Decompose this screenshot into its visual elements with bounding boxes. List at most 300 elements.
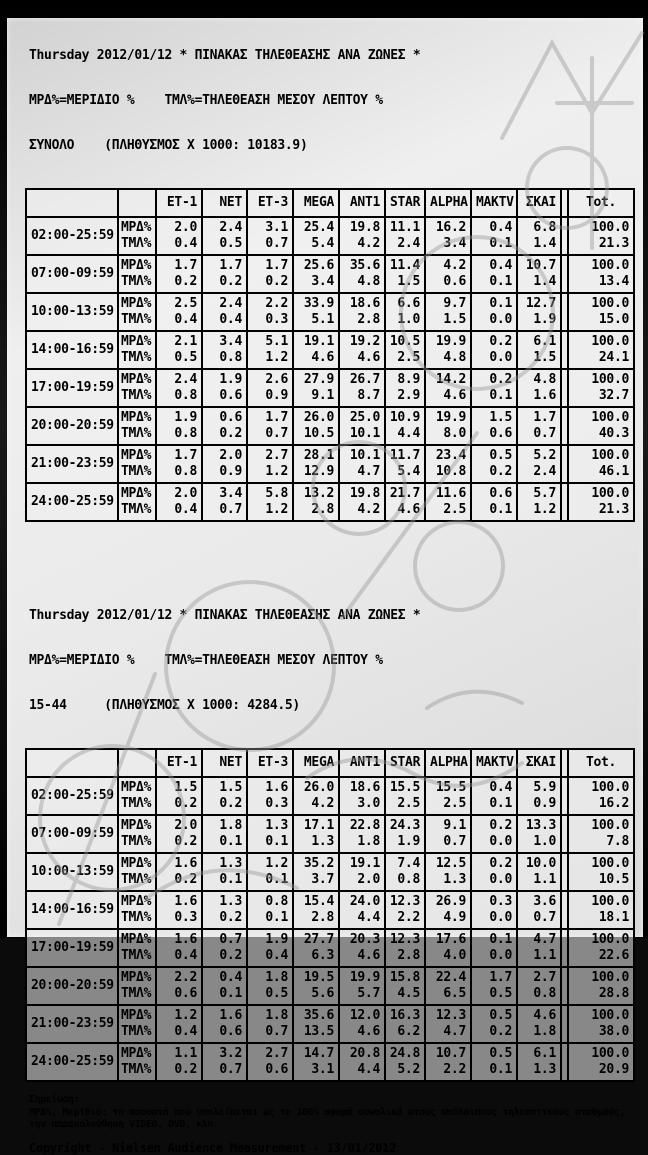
value-cell xyxy=(385,815,425,853)
tml-value: 0.0 xyxy=(489,872,512,887)
value-cell xyxy=(156,853,202,891)
table-row xyxy=(26,1005,634,1043)
divider-gap-cell xyxy=(561,445,568,483)
value-cell xyxy=(471,777,517,815)
mrd-value: 100.0 xyxy=(591,486,629,501)
mrd-value: 0.3 xyxy=(489,894,512,909)
tml-value: 0.2 xyxy=(174,796,197,811)
value-cell xyxy=(156,217,202,255)
divider-gap-cell xyxy=(561,483,568,521)
mrd-value: 15.5 xyxy=(435,780,466,795)
value-cell xyxy=(385,331,425,369)
tml-value: 3.4 xyxy=(443,236,466,251)
mrd-value: 1.9 xyxy=(174,410,197,425)
total-cell xyxy=(568,255,634,293)
metric-label: ΜΡΔ% xyxy=(121,448,152,463)
tml-value: 18.1 xyxy=(598,910,629,925)
tml-value: 4.4 xyxy=(357,910,380,925)
value-cell xyxy=(247,815,293,853)
metric-label: ΜΡΔ% xyxy=(121,334,152,349)
mrd-value: 14.2 xyxy=(435,372,466,387)
value-cell xyxy=(202,853,247,891)
tml-value: 2.4 xyxy=(533,464,556,479)
zone-cell: 20:00-20:59 xyxy=(26,967,118,1005)
tml-value: 0.4 xyxy=(174,948,197,963)
value-cell xyxy=(425,1005,471,1043)
value-cell xyxy=(156,815,202,853)
mrd-value: 25.4 xyxy=(303,220,334,235)
tml-value: 0.9 xyxy=(219,464,242,479)
divider-gap-cell xyxy=(561,853,568,891)
header-row xyxy=(26,189,634,217)
value-cell xyxy=(247,445,293,483)
copyright-line: Copyright - Nielsen Audience Measurement - 13/01/2012 xyxy=(29,1140,397,1155)
value-cell xyxy=(156,369,202,407)
tml-value: 1.4 xyxy=(533,236,556,251)
value-cell xyxy=(156,445,202,483)
tml-value: 0.0 xyxy=(489,312,512,327)
channel-header-cell: MAKTV xyxy=(471,189,517,217)
tml-value: 1.6 xyxy=(533,388,556,403)
table-row xyxy=(26,929,634,967)
report-section-total xyxy=(7,18,643,522)
mrd-value: 5.8 xyxy=(265,486,288,501)
channel-header-cell: NET xyxy=(202,189,247,217)
tml-value: 1.5 xyxy=(397,274,420,289)
mrd-value: 24.3 xyxy=(389,818,420,833)
tml-value: 5.2 xyxy=(397,1062,420,1077)
value-cell xyxy=(156,967,202,1005)
tml-value: 2.8 xyxy=(357,312,380,327)
divider-gap-cell xyxy=(561,749,568,777)
tml-value: 0.1 xyxy=(489,502,512,517)
table-row xyxy=(26,407,634,445)
tml-value: 0.0 xyxy=(489,350,512,365)
value-cell xyxy=(471,255,517,293)
value-cell xyxy=(247,853,293,891)
report-page xyxy=(7,18,643,1155)
zone-cell: 10:00-13:59 xyxy=(26,853,118,891)
mrd-value: 100.0 xyxy=(591,296,629,311)
total-cell xyxy=(568,217,634,255)
mrd-value: 1.6 xyxy=(265,780,288,795)
value-cell xyxy=(247,1043,293,1081)
value-cell xyxy=(385,967,425,1005)
mrd-value: 100.0 xyxy=(591,780,629,795)
tml-value: 0.4 xyxy=(265,948,288,963)
value-cell xyxy=(425,853,471,891)
mrd-value: 0.8 xyxy=(265,894,288,909)
mrd-value: 3.4 xyxy=(219,486,242,501)
tml-value: 4.8 xyxy=(443,350,466,365)
channel-header-cell: ET-3 xyxy=(247,749,293,777)
mrd-value: 6.6 xyxy=(397,296,420,311)
metric-label-cell xyxy=(118,929,156,967)
total-cell xyxy=(568,929,634,967)
mrd-value: 100.0 xyxy=(591,1008,629,1023)
tml-value: 24.1 xyxy=(598,350,629,365)
mrd-value: 2.5 xyxy=(174,296,197,311)
tml-value: 0.3 xyxy=(174,910,197,925)
mrd-value: 1.7 xyxy=(174,448,197,463)
value-cell xyxy=(517,331,561,369)
divider-gap-cell xyxy=(561,891,568,929)
tml-value: 0.7 xyxy=(533,910,556,925)
mrd-value: 11.6 xyxy=(435,486,466,501)
mrd-value: 5.7 xyxy=(533,486,556,501)
table-row xyxy=(26,255,634,293)
total-cell xyxy=(568,331,634,369)
metric-label-cell xyxy=(118,331,156,369)
value-cell xyxy=(425,815,471,853)
value-cell xyxy=(425,293,471,331)
tml-value: 32.7 xyxy=(598,388,629,403)
report-title: Thursday 2012/01/12 * ΠΙΝΑΚΑΣ ΤΗΛΕΘΕΑΣΗΣ ΑΝΑ ΖΩΝΕΣ * xyxy=(29,608,421,623)
tml-value: 1.9 xyxy=(533,312,556,327)
mrd-value: 3.6 xyxy=(533,894,556,909)
mrd-value: 100.0 xyxy=(591,410,629,425)
tml-value: 0.1 xyxy=(219,872,242,887)
metric-label-cell xyxy=(118,293,156,331)
mrd-value: 100.0 xyxy=(591,448,629,463)
metric-label: ΤΜΛ% xyxy=(121,872,152,887)
value-cell xyxy=(339,777,385,815)
zone-cell: 07:00-09:59 xyxy=(26,815,118,853)
tml-value: 40.3 xyxy=(598,426,629,441)
metric-label-cell xyxy=(118,369,156,407)
mrd-value: 19.8 xyxy=(349,220,380,235)
value-cell xyxy=(471,407,517,445)
value-cell xyxy=(517,483,561,521)
tml-value: 0.3 xyxy=(265,312,288,327)
mrd-value: 1.6 xyxy=(174,856,197,871)
tml-value: 0.2 xyxy=(219,274,242,289)
mrd-value: 21.7 xyxy=(389,486,420,501)
report-legend: ΜΡΔ%=ΜΕΡΙΔΙΟ % ΤΜΛ%=ΤΗΛΕΘΕΑΣΗ ΜΕΣΟΥ ΛΕΠΤΟΥ % xyxy=(29,93,383,108)
total-cell xyxy=(568,891,634,929)
zone-cell: 14:00-16:59 xyxy=(26,331,118,369)
metric-label: ΜΡΔ% xyxy=(121,932,152,947)
tml-value: 4.9 xyxy=(443,910,466,925)
mrd-value: 1.7 xyxy=(265,258,288,273)
mrd-value: 22.4 xyxy=(435,970,466,985)
mrd-value: 11.4 xyxy=(389,258,420,273)
tml-value: 0.8 xyxy=(533,986,556,1001)
channel-header-cell: ALPHA xyxy=(425,749,471,777)
value-cell xyxy=(339,293,385,331)
value-cell xyxy=(202,293,247,331)
value-cell xyxy=(385,255,425,293)
metric-label: ΤΜΛ% xyxy=(121,834,152,849)
value-cell xyxy=(385,293,425,331)
tml-value: 0.6 xyxy=(219,1024,242,1039)
value-cell xyxy=(471,967,517,1005)
value-cell xyxy=(425,1043,471,1081)
report-section-15-44 xyxy=(7,578,643,1082)
metric-label: ΤΜΛ% xyxy=(121,986,152,1001)
tml-value: 0.3 xyxy=(265,796,288,811)
value-cell xyxy=(202,815,247,853)
tml-value: 1.5 xyxy=(443,312,466,327)
value-cell xyxy=(202,369,247,407)
footnote xyxy=(29,1094,643,1154)
metric-label: ΜΡΔ% xyxy=(121,486,152,501)
tml-value: 8.0 xyxy=(443,426,466,441)
table-row xyxy=(26,445,634,483)
value-cell xyxy=(156,483,202,521)
mrd-value: 1.3 xyxy=(265,818,288,833)
mrd-value: 12.3 xyxy=(435,1008,466,1023)
zone-cell: 02:00-25:59 xyxy=(26,777,118,815)
value-cell xyxy=(156,929,202,967)
value-cell xyxy=(385,369,425,407)
note-line: την παρακολούθηση VIDEO, DVD, κλπ. xyxy=(29,1119,219,1130)
value-cell xyxy=(339,1005,385,1043)
tml-value: 0.4 xyxy=(174,1024,197,1039)
metric-label: ΜΡΔ% xyxy=(121,818,152,833)
metric-label: ΤΜΛ% xyxy=(121,274,152,289)
tml-value: 10.5 xyxy=(598,872,629,887)
mrd-value: 100.0 xyxy=(591,1046,629,1061)
metric-label-cell xyxy=(118,483,156,521)
mrd-value: 28.1 xyxy=(303,448,334,463)
channel-header-cell: MEGA xyxy=(293,189,339,217)
divider-gap-cell xyxy=(561,929,568,967)
tml-value: 46.1 xyxy=(598,464,629,479)
tml-value: 0.0 xyxy=(489,910,512,925)
value-cell xyxy=(202,483,247,521)
mrd-value: 1.7 xyxy=(174,258,197,273)
tml-value: 2.4 xyxy=(397,236,420,251)
channel-header-cell: STAR xyxy=(385,189,425,217)
report-header-total xyxy=(29,18,643,183)
metric-label-cell xyxy=(118,891,156,929)
tml-value: 0.4 xyxy=(174,312,197,327)
value-cell xyxy=(471,891,517,929)
value-cell xyxy=(425,967,471,1005)
tml-value: 0.1 xyxy=(265,910,288,925)
value-cell xyxy=(247,217,293,255)
value-cell xyxy=(202,407,247,445)
mrd-value: 4.6 xyxy=(533,1008,556,1023)
tml-value: 2.8 xyxy=(311,502,334,517)
mrd-value: 2.4 xyxy=(174,372,197,387)
tml-value: 4.7 xyxy=(357,464,380,479)
tml-value: 0.0 xyxy=(489,948,512,963)
tml-value: 15.0 xyxy=(598,312,629,327)
mrd-value: 0.1 xyxy=(489,932,512,947)
metric-label: ΤΜΛ% xyxy=(121,1062,152,1077)
tml-value: 5.6 xyxy=(311,986,334,1001)
mrd-value: 2.7 xyxy=(533,970,556,985)
tml-value: 28.8 xyxy=(598,986,629,1001)
tml-value: 0.4 xyxy=(174,236,197,251)
tml-value: 1.8 xyxy=(533,1024,556,1039)
mrd-value: 10.7 xyxy=(525,258,556,273)
value-cell xyxy=(517,929,561,967)
zone-cell: 14:00-16:59 xyxy=(26,891,118,929)
channel-header-cell: ALPHA xyxy=(425,189,471,217)
mrd-value: 0.2 xyxy=(489,818,512,833)
tml-value: 4.6 xyxy=(443,388,466,403)
mrd-value: 2.0 xyxy=(174,486,197,501)
value-cell xyxy=(471,293,517,331)
value-cell xyxy=(385,217,425,255)
value-cell xyxy=(385,483,425,521)
mrd-value: 1.7 xyxy=(533,410,556,425)
value-cell xyxy=(156,891,202,929)
value-cell xyxy=(471,369,517,407)
mrd-value: 1.9 xyxy=(265,932,288,947)
value-cell xyxy=(202,1005,247,1043)
mrd-value: 1.7 xyxy=(489,970,512,985)
metric-label: ΤΜΛ% xyxy=(121,426,152,441)
mrd-value: 2.0 xyxy=(174,818,197,833)
mrd-value: 12.7 xyxy=(525,296,556,311)
mrd-value: 22.8 xyxy=(349,818,380,833)
tml-value: 0.6 xyxy=(443,274,466,289)
mrd-value: 15.4 xyxy=(303,894,334,909)
tml-value: 2.5 xyxy=(397,796,420,811)
total-cell xyxy=(568,853,634,891)
mrd-value: 0.2 xyxy=(489,856,512,871)
channel-header-cell: ΣΚΑΙ xyxy=(517,749,561,777)
table-row xyxy=(26,815,634,853)
mrd-value: 1.5 xyxy=(489,410,512,425)
value-cell xyxy=(339,891,385,929)
tml-value: 10.5 xyxy=(303,426,334,441)
tml-value: 0.2 xyxy=(174,872,197,887)
value-cell xyxy=(293,929,339,967)
tml-value: 3.7 xyxy=(311,872,334,887)
value-cell xyxy=(156,293,202,331)
channel-header-cell: MAKTV xyxy=(471,749,517,777)
value-cell xyxy=(471,853,517,891)
mrd-value: 0.2 xyxy=(489,334,512,349)
tml-value: 0.2 xyxy=(174,274,197,289)
value-cell xyxy=(425,255,471,293)
mrd-value: 18.6 xyxy=(349,296,380,311)
report-population: ΣΥΝΟΛΟ (ΠΛΗΘΥΣΜΟΣ Χ 1000: 10183.9) xyxy=(29,138,308,153)
value-cell xyxy=(202,777,247,815)
tml-value: 6.3 xyxy=(311,948,334,963)
tml-value: 0.2 xyxy=(219,948,242,963)
value-cell xyxy=(385,891,425,929)
value-cell xyxy=(425,929,471,967)
mrd-value: 0.5 xyxy=(489,1008,512,1023)
channel-header-cell: ET-1 xyxy=(156,189,202,217)
tml-value: 4.8 xyxy=(357,274,380,289)
tml-value: 1.2 xyxy=(265,502,288,517)
total-cell xyxy=(568,777,634,815)
mrd-value: 0.5 xyxy=(489,448,512,463)
value-cell xyxy=(247,293,293,331)
mrd-value: 23.4 xyxy=(435,448,466,463)
metric-label: ΜΡΔ% xyxy=(121,894,152,909)
zone-header-cell xyxy=(26,189,118,217)
zone-cell: 07:00-09:59 xyxy=(26,255,118,293)
value-cell xyxy=(247,255,293,293)
tml-value: 1.0 xyxy=(397,312,420,327)
metric-label-cell xyxy=(118,1043,156,1081)
mrd-value: 19.5 xyxy=(303,970,334,985)
tml-value: 0.8 xyxy=(174,426,197,441)
value-cell xyxy=(339,1043,385,1081)
value-cell xyxy=(247,777,293,815)
tml-value: 0.7 xyxy=(443,834,466,849)
mrd-value: 19.8 xyxy=(349,486,380,501)
mrd-value: 2.6 xyxy=(265,372,288,387)
mrd-value: 12.0 xyxy=(349,1008,380,1023)
value-cell xyxy=(293,853,339,891)
mrd-value: 14.7 xyxy=(303,1046,334,1061)
value-cell xyxy=(517,407,561,445)
mrd-value: 35.6 xyxy=(303,1008,334,1023)
value-cell xyxy=(425,217,471,255)
mrd-value: 1.8 xyxy=(265,970,288,985)
value-cell xyxy=(385,929,425,967)
mrd-value: 0.5 xyxy=(489,1046,512,1061)
tml-value: 0.7 xyxy=(219,1062,242,1077)
tml-value: 1.5 xyxy=(533,350,556,365)
divider-gap-cell xyxy=(561,777,568,815)
total-cell xyxy=(568,369,634,407)
zone-cell: 17:00-19:59 xyxy=(26,369,118,407)
zone-cell: 24:00-25:59 xyxy=(26,483,118,521)
tml-value: 0.1 xyxy=(265,872,288,887)
value-cell xyxy=(517,853,561,891)
mrd-value: 100.0 xyxy=(591,372,629,387)
tml-value: 5.1 xyxy=(311,312,334,327)
table-row xyxy=(26,891,634,929)
zone-header-cell xyxy=(26,749,118,777)
mrd-value: 26.0 xyxy=(303,780,334,795)
value-cell xyxy=(385,1005,425,1043)
tml-value: 3.1 xyxy=(311,1062,334,1077)
value-cell xyxy=(293,293,339,331)
value-cell xyxy=(517,967,561,1005)
tml-value: 4.7 xyxy=(443,1024,466,1039)
total-cell xyxy=(568,967,634,1005)
tml-value: 21.3 xyxy=(598,236,629,251)
value-cell xyxy=(471,483,517,521)
value-cell xyxy=(293,891,339,929)
zone-cell: 17:00-19:59 xyxy=(26,929,118,967)
mrd-value: 1.9 xyxy=(219,372,242,387)
value-cell xyxy=(425,407,471,445)
value-cell xyxy=(517,1043,561,1081)
mrd-value: 0.7 xyxy=(219,932,242,947)
value-cell xyxy=(202,929,247,967)
mrd-value: 35.6 xyxy=(349,258,380,273)
value-cell xyxy=(425,483,471,521)
tml-value: 0.7 xyxy=(533,426,556,441)
mrd-value: 1.7 xyxy=(265,410,288,425)
tml-value: 1.1 xyxy=(533,948,556,963)
value-cell xyxy=(385,445,425,483)
tml-value: 3.0 xyxy=(357,796,380,811)
channel-header-cell: MEGA xyxy=(293,749,339,777)
value-cell xyxy=(339,853,385,891)
divider-gap-cell xyxy=(561,1005,568,1043)
value-cell xyxy=(156,407,202,445)
ratings-table-container-15-44 xyxy=(7,748,643,1082)
tml-value: 10.8 xyxy=(435,464,466,479)
mrd-value: 4.7 xyxy=(533,932,556,947)
metric-label: ΜΡΔ% xyxy=(121,1046,152,1061)
tml-value: 0.8 xyxy=(174,388,197,403)
metric-label-cell xyxy=(118,853,156,891)
